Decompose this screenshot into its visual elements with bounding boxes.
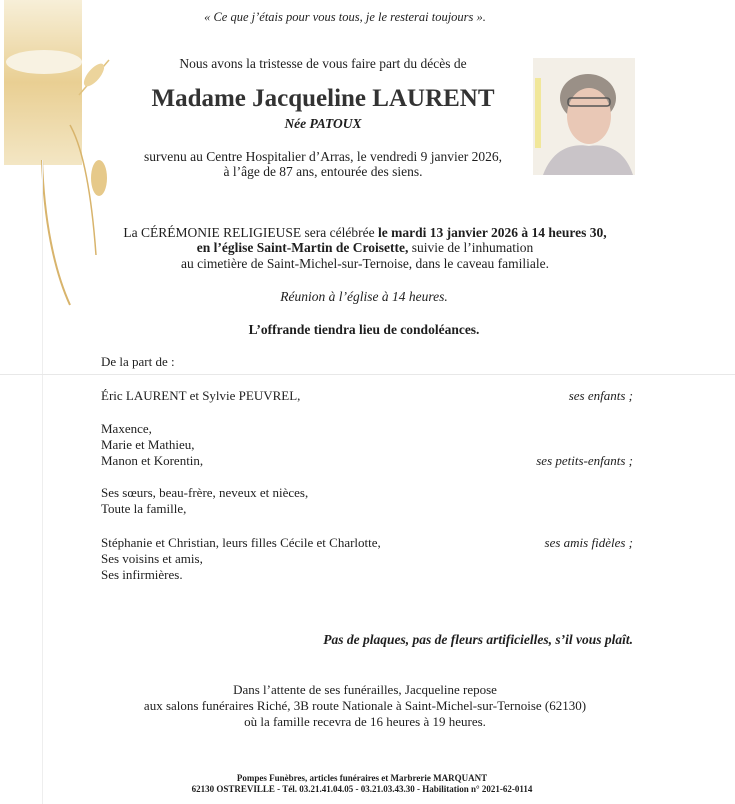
wheat-decoration xyxy=(4,0,114,312)
family-relation: ses amis fidèles ; xyxy=(544,535,633,550)
footer-company: Pompes Funèbres, articles funéraires et Marbrerie MARQUANT xyxy=(236,773,488,783)
ceremony-line-2 xyxy=(197,240,533,256)
rest-line-2: aux salons funéraires Riché, 3B route Nationale à Saint-Michel-sur-Ternoise (62130) xyxy=(143,698,587,713)
no-flowers-note: Pas de plaques, pas de fleurs artificielles, s’il vous plaît. xyxy=(323,632,633,647)
maiden-name: Née PATOUX xyxy=(284,116,362,131)
quote: « Ce que j’étais pour vous tous, je le resterai toujours ». xyxy=(204,10,486,24)
family-relation: ses petits-enfants ; xyxy=(536,453,633,468)
fold-line-horizontal xyxy=(0,374,735,375)
family-name: Ses sœurs, beau-frère, neveux et nièces, xyxy=(101,485,309,500)
footer-contact: 62130 OSTREVILLE - Tél. 03.21.41.04.05 - 03.21.03.43.30 - Habilitation n° 2021-62-0114 xyxy=(191,784,533,794)
fold-line xyxy=(42,160,43,804)
family-name: Manon et Korentin, xyxy=(101,453,204,468)
ceremony-text: La CÉRÉMONIE RELIGIEUSE sera célébrée xyxy=(123,225,378,240)
from-label: De la part de : xyxy=(101,354,175,369)
rest-line-3: où la famille recevra de 16 heures à 19 heures. xyxy=(244,714,486,729)
family-name: Stéphanie et Christian, leurs filles Cécile et Charlotte, xyxy=(101,535,381,550)
portrait-photo xyxy=(533,58,635,175)
family-relation: ses enfants ; xyxy=(568,388,633,403)
ceremony-church: en l’église Saint-Martin de Croisette, xyxy=(196,240,409,255)
rest-line-1: Dans l’attente de ses funérailles, Jacqueline repose xyxy=(233,682,497,697)
death-line-1: survenu au Centre Hospitalier d’Arras, le vendredi 9 janvier 2026, xyxy=(143,149,503,164)
family-name: Toute la famille, xyxy=(101,501,187,516)
ceremony-line-3: au cimetière de Saint-Michel-sur-Ternoise, dans le caveau familiale. xyxy=(180,256,550,271)
family-name: Éric LAURENT et Sylvie PEUVREL, xyxy=(101,388,301,403)
ceremony-burial: suivie de l’inhumation xyxy=(408,240,534,255)
ceremony-line-1 xyxy=(123,225,606,241)
reunion-text: Réunion à l’église à 14 heures. xyxy=(280,289,448,304)
offrande-text: L’offrande tiendra lieu de condoléances. xyxy=(248,322,480,337)
death-line-2: à l’âge de 87 ans, entourée des siens. xyxy=(223,164,423,179)
deceased-name: Madame Jacqueline LAURENT xyxy=(151,85,495,112)
intro-text: Nous avons la tristesse de vous faire part du décès de xyxy=(179,56,467,71)
ceremony-date: le mardi 13 janvier 2026 à 14 heures 30, xyxy=(377,225,607,240)
family-name: Ses voisins et amis, xyxy=(101,551,203,566)
family-name: Marie et Mathieu, xyxy=(101,437,195,452)
family-name: Ses infirmières. xyxy=(101,567,183,582)
family-name: Maxence, xyxy=(101,421,152,436)
